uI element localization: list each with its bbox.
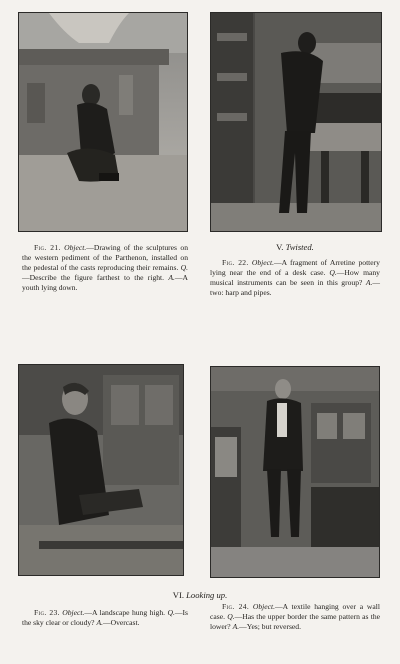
fig-23-question: —Is the sky clear or cloudy?	[22, 608, 188, 627]
photo-fig-22	[210, 12, 382, 232]
fig-23-q-label: Q.	[167, 608, 175, 617]
section-v-numeral: V.	[276, 242, 284, 252]
fig-24-label: Fig. 24.	[222, 602, 250, 611]
section-heading-looking-up	[0, 590, 400, 600]
fig-21-q-label: Q.	[180, 263, 188, 272]
caption-fig-23	[22, 608, 188, 628]
fig-21-a-label: A.	[168, 273, 175, 282]
fig-22-object-label: Object.	[251, 258, 275, 267]
fig-21-object-label: Object.	[64, 243, 87, 252]
fig-24-answer: —Yes; but reversed.	[239, 622, 301, 631]
photo-fig-23	[18, 364, 184, 576]
section-heading-twisted	[210, 242, 380, 252]
fig-22-object-text: —A fragment of Arretine pottery lying near the end of a desk case.	[210, 258, 380, 277]
fig-22-q-label: Q.	[329, 268, 337, 277]
fig-23-a-label: A.	[96, 618, 103, 627]
fig-24-question: —Has the upper border the same pattern as the lower?	[210, 612, 381, 631]
fig-23-label: Fig. 23.	[34, 608, 60, 617]
fig-23-answer: —Overcast.	[103, 618, 140, 627]
fig-21-question: —Describe the figure farthest to the right.	[22, 273, 165, 282]
fig-23-object-label: Object.	[62, 608, 85, 617]
photo-fig-21	[18, 12, 188, 232]
fig-21-object-text: —Drawing of the sculptures on the western pediment of the Parthenon, installed on the pedestal of the casts reproducing their remains.	[22, 243, 188, 272]
caption-fig-21	[22, 243, 188, 293]
section-vi-numeral: VI.	[172, 590, 184, 600]
fig-22-answer: —two: harp and pipes.	[210, 278, 380, 297]
caption-fig-24	[210, 602, 380, 632]
caption-fig-22	[210, 258, 380, 298]
fig-24-a-label: A.	[232, 622, 240, 631]
fig-22-a-label: A.	[365, 278, 373, 287]
section-v-title: Twisted.	[285, 242, 314, 252]
fig-22-label: Fig. 22.	[222, 258, 249, 267]
fig-21-answer: —A youth lying down.	[22, 273, 188, 292]
section-vi-title: Looking up.	[186, 590, 228, 600]
photo-fig-24	[210, 366, 380, 578]
fig-22-question: —How many musical instruments can be seen in this group?	[210, 268, 380, 287]
fig-23-object-text: —A landscape hung high.	[84, 608, 166, 617]
fig-24-object-text: —A textile hanging over a wall case.	[210, 602, 380, 621]
fig-24-object-label: Object.	[252, 602, 276, 611]
fig-24-q-label: Q.	[227, 612, 235, 621]
fig-21-label: Fig. 21.	[34, 243, 61, 252]
